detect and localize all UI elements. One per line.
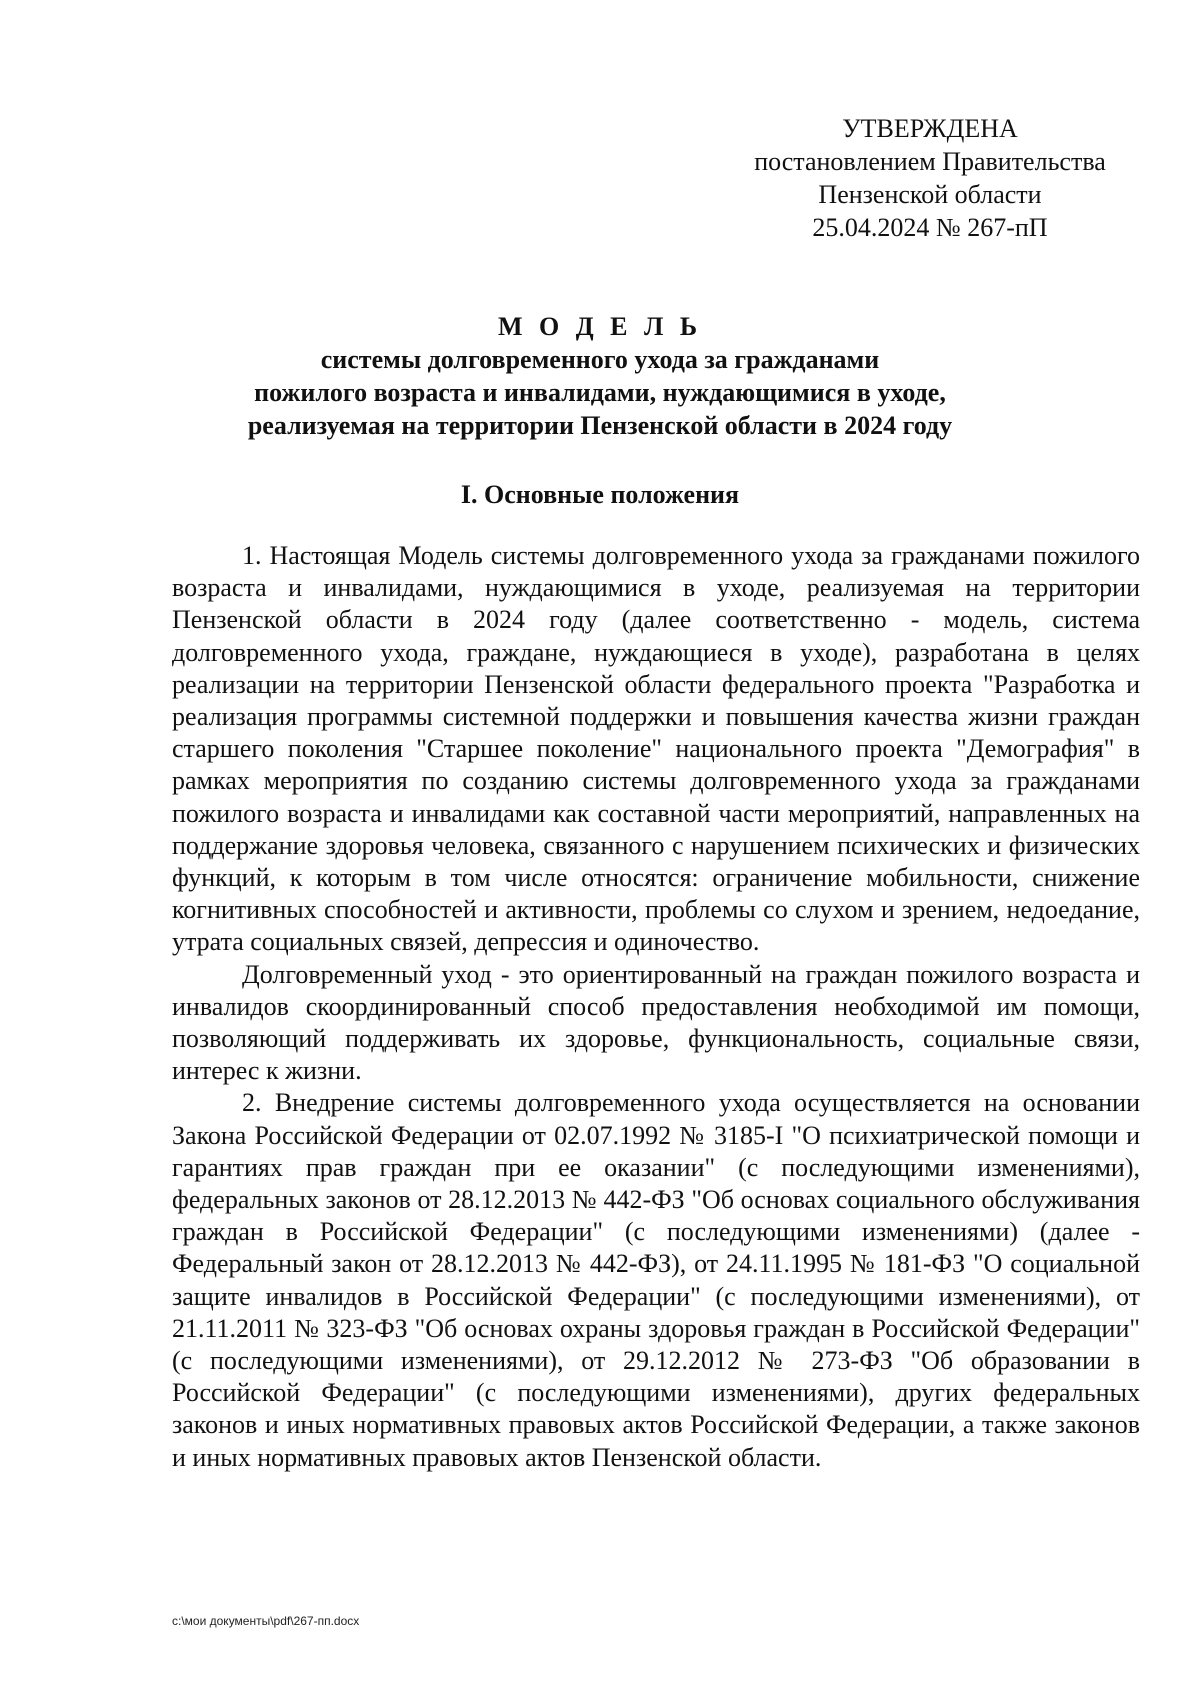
approval-line-date-number: 25.04.2024 № 267-пП	[812, 213, 1048, 242]
approval-line-region: Пензенской области	[818, 180, 1042, 209]
document-body	[172, 540, 1140, 1474]
file-path-footer: c:\мои документы\pdf\267-пп.docx	[172, 1614, 360, 1628]
paragraph-2: Долговременный уход - это ориентированный на граждан пожилого возраста и инвалидов скоординированный способ предоставления необходимой им помощи, позволяющий поддерживать их здоровье, функциональность, социальные связи, интерес к жизни.	[172, 959, 1140, 1086]
document-title-line-2: пожилого возраста и инвалидами, нуждающимися в уходе,	[254, 378, 946, 407]
paragraph-3: 2. Внедрение системы долговременного ухода осуществляется на основании Закона Российской Федерации от 02.07.1992 № 3185-I "О психиатрической помощи и гарантиях прав граждан при ее оказании" (с последующими изменениями), федеральных законов от 28.12.2013 № 442-ФЗ "Об основах социального обслуживания граждан в Российской Федерации" (с последующими изменениями) (далее - Федеральный закон от 28.12.2013 № 442-ФЗ), от 24.11.1995 № 181-ФЗ "О социальной защите инвалидов в Российской Федерации" (с последующими изменениями), от 21.11.2011 № 323-ФЗ "Об основах охраны здоровья граждан в Российской Федерации" (с последующими изменениями), от 29.12.2012 № 273-ФЗ "Об образовании в Российской Федерации" (с последующими изменениями), других федеральных законов и иных нормативных правовых актов Российской Федерации, а также законов и иных нормативных правовых актов Пензенской области.	[172, 1088, 1140, 1472]
document-title-line-1: системы долговременного ухода за гражданами	[320, 345, 880, 374]
document-title	[160, 310, 1040, 442]
approval-stamp	[740, 112, 1120, 244]
paragraph-1: 1. Настоящая Модель системы долговременного ухода за гражданами пожилого возраста и инвалидами, нуждающимися в уходе, реализуемая на территории Пензенской области в 2024 году (далее соответственно - модель, система долговременного ухода, граждане, нуждающиеся в уходе), разработана в целях реализации на территории Пензенской области федерального проекта "Разработка и реализация программы системной поддержки и повышения качества жизни граждан старшего поколения "Старшее поколение" национального проекта "Демография" в рамках мероприятия по созданию системы долговременного ухода за гражданами пожилого возраста и инвалидами как составной части мероприятий, направленных на поддержание здоровья человека, связанного с нарушением психических и физических функций, к которым в том числе относятся: ограничение мобильности, снижение когнитивных способностей и активности, проблемы со слухом и зрением, недоедание, утрата социальных связей, депрессия и одиночество.	[172, 541, 1140, 957]
approval-line-resolution: постановлением Правительства	[754, 147, 1106, 176]
document-heading: М О Д Е Л Ь	[497, 312, 703, 341]
approval-line-approved: УТВЕРЖДЕНА	[842, 114, 1018, 143]
document-title-line-3: реализуемая на территории Пензенской области в 2024 году	[247, 411, 953, 440]
section-title: I. Основные положения	[460, 480, 740, 509]
